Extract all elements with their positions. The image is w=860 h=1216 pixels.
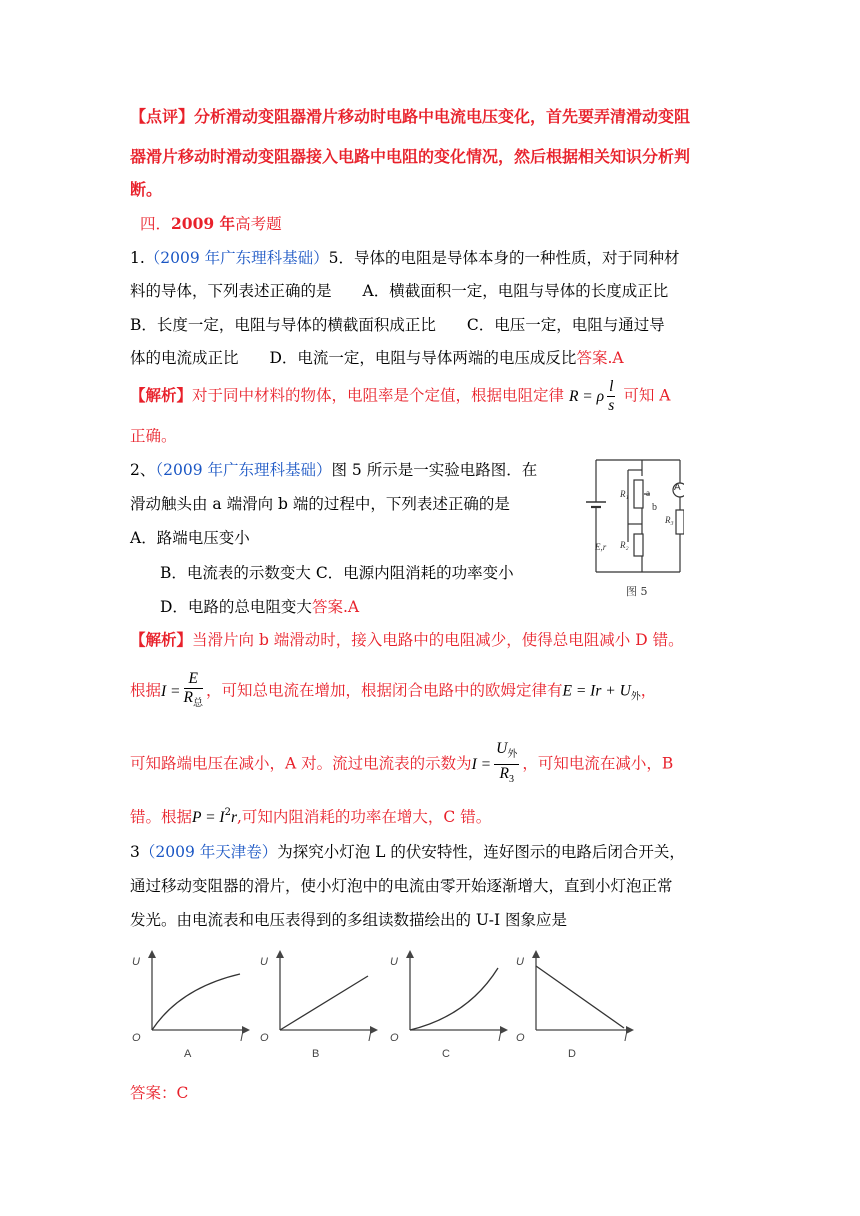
q2-answer: 答案.A (311, 598, 360, 616)
q1-source: （2009 年广东理科基础） (144, 249, 329, 267)
q2-formula-1-den (184, 689, 203, 713)
q2-a3-end: ，可知电流在减小，B (522, 754, 674, 773)
q2-a2-pre: 根据 (130, 681, 162, 700)
q2-option-bc: B．电流表的示数变大 C．电源内阻消耗的功率变小 (160, 564, 514, 582)
q3-text-1: 为探究小灯泡 L 的伏安特性，连好图示的电路后闭合开关， (277, 843, 685, 861)
q2-formula-2-sub: 外 (630, 691, 641, 703)
q2-formula-3-num (494, 740, 519, 765)
graph-origin-label: O (390, 1032, 399, 1044)
graph-curve (280, 976, 368, 1030)
graph-origin-label: O (516, 1032, 525, 1044)
q2-formula-3-den (494, 765, 519, 789)
q3-answer: 答案：C (130, 1084, 189, 1102)
q2-formula-1-frac (184, 670, 203, 713)
q3-number: 3 (130, 843, 140, 861)
circuit-b-label: b (652, 502, 657, 513)
q2-formula-4: P = I (192, 809, 225, 826)
q1-formula-lhs: R = ρ (568, 387, 605, 405)
q1-line-4 (130, 348, 624, 368)
q1-number: 1. (130, 249, 145, 267)
circuit-r2-label: R₂ (620, 540, 629, 550)
graph-u-label: U (390, 956, 398, 968)
q2-option-a: A．路端电压变小 (130, 529, 250, 547)
graph-a (130, 948, 250, 1064)
q2-formula-1-lhs: I = (161, 682, 181, 700)
graph-curve (410, 968, 498, 1030)
graph-axes (152, 952, 248, 1030)
q2-formula-1-den-sub: 总 (192, 698, 203, 709)
q2-number: 2、 (130, 461, 156, 479)
graph-axes (536, 952, 632, 1030)
q2-option-d (160, 597, 359, 617)
circuit-a-label: a (646, 488, 650, 498)
q2-analysis-label: 【解析】 (130, 630, 193, 649)
graph-i-label: I (624, 1032, 628, 1044)
q1-formula-den: s (608, 397, 615, 414)
circuit-diagram (572, 454, 684, 602)
graph-option-label: B (312, 1048, 320, 1060)
q2-a2-mid: ，可知总电流在增加，根据闭合电路中的欧姆定律有 (205, 681, 563, 700)
graph-option-label: A (184, 1048, 192, 1060)
q1-answer: 答案.A (576, 349, 624, 367)
comment-line-3: 断。 (130, 180, 163, 199)
graph-option-label: D (568, 1048, 576, 1060)
graph-c (388, 948, 508, 1064)
section-year: 2009 年 (171, 214, 236, 233)
q2-formula-3-den-sub: 3 (508, 774, 514, 785)
q2-formula-3 (471, 740, 523, 785)
graph-b (258, 948, 378, 1064)
comment-line-1: 【点评】分析滑动变阻器滑片移动时电路中电流电压变化，首先要弄清滑动变阻 (130, 107, 691, 126)
q1-analysis-line-2: 正确。 (130, 427, 177, 445)
q2-analysis-line-1 (130, 630, 684, 650)
graph-axis-arrows (276, 950, 378, 1034)
q2-analysis-text-1: 当滑片向 b 端滑动时，接入电路中的电阻减少，使得总电阻减小 D 错。 (192, 631, 684, 649)
q1-formula (568, 378, 623, 414)
circuit-source-label: E,r (595, 542, 607, 552)
circuit-r1-label: R₁ (620, 489, 629, 499)
q2-formula-3-num-sub: 外 (507, 749, 518, 760)
q1-line-1 (130, 248, 680, 268)
q2-line-1 (130, 460, 537, 480)
graph-i-label: I (240, 1032, 244, 1044)
graph-axis-arrows (148, 950, 250, 1034)
graph-u-label: U (516, 956, 524, 968)
q2-formula-3-num-u: U (496, 740, 508, 757)
q3-source: （2009 年天津卷） (139, 843, 278, 861)
q2-analysis-line-2 (130, 670, 656, 713)
graph-i-label: I (498, 1032, 502, 1044)
q2-formula-1-den-r: R (183, 689, 193, 706)
graph-d (514, 948, 634, 1064)
q1-analysis-tail: 可知 A (623, 386, 671, 405)
q3-line-3: 发光。由电流表和电压表得到的多组读数描绘出的 U-I 图象应是 (130, 911, 568, 929)
graph-u-label: U (260, 956, 268, 968)
q2-formula-2: E = Ir + U (562, 682, 631, 700)
q1-line-2: 料的导体，下列表述正确的是 A．横截面积一定，电阻与导体的长度成正比 (130, 282, 669, 300)
q2-formula-4-r: r (230, 809, 237, 826)
q2-a4-end: ,可知内阻消耗的功率在增大，C 错。 (237, 808, 492, 826)
q1-line-3: B．长度一定，电阻与导体的横截面积成正比 C．电压一定，电阻与通过导 (130, 316, 665, 334)
q2-analysis-line-4 (130, 803, 491, 828)
graph-u-label: U (132, 956, 140, 968)
q2-formula-3-lhs: I = (471, 755, 492, 773)
q3-line-1 (130, 842, 685, 862)
q2-option-d-text: D．电路的总电阻变大 (160, 598, 312, 616)
q1-formula-frac (607, 378, 615, 415)
circuit-caption: 图 5 (626, 585, 648, 598)
graph-axes (410, 952, 506, 1030)
q2-formula-3-den-r: R (499, 765, 509, 782)
graph-i-label: I (368, 1032, 372, 1044)
q1-analysis-text: 对于同中材料的物体，电阻率是个定值，根据电阻定律 (192, 386, 565, 405)
graph-origin-label: O (132, 1032, 141, 1044)
q2-analysis-line-3 (130, 740, 673, 789)
section-heading (140, 214, 282, 234)
graph-option-label: C (442, 1048, 450, 1060)
q2-a2-end: ， (640, 681, 657, 700)
q2-formula-1-num: E (184, 670, 203, 689)
graph-axis-arrows (406, 950, 508, 1034)
circuit-ammeter-label: A (674, 482, 681, 493)
graph-origin-label: O (260, 1032, 269, 1044)
graph-axis-arrows (532, 950, 634, 1034)
comment-line-2: 器滑片移动时滑动变阻器接入电路中电阻的变化情况，然后根据相关知识分析判 (130, 147, 691, 166)
section-suffix: 高考题 (235, 215, 282, 233)
q1-formula-num: l (609, 378, 614, 395)
section-prefix: 四． (140, 215, 172, 233)
graph-b-plot (268, 948, 388, 1044)
graph-c-plot (398, 948, 518, 1044)
graph-a-plot (140, 948, 260, 1044)
q2-formula-4-sup: 2 (224, 807, 231, 818)
q2-text-1: 图 5 所示是一实验电路图．在 (331, 461, 538, 479)
q2-line-2: 滑动触头由 a 端滑向 b 端的过程中，下列表述正确的是 (130, 495, 510, 513)
graph-d-plot (524, 948, 644, 1044)
q3-line-2: 通过移动变阻器的滑片，使小灯泡中的电流由零开始逐渐增大，直到小灯泡正常 (130, 877, 673, 895)
circuit-r3-label: R₃ (665, 515, 674, 525)
q2-formula-3-frac (494, 740, 519, 789)
q2-formula-1 (161, 670, 206, 709)
q1-analysis-label: 【解析】 (130, 385, 193, 405)
q1-text-1: 5．导体的电阻是导体本身的一种性质，对于同种材 (328, 249, 680, 267)
q1-text-4: 体的电流成正比 D．电流一定，电阻与导体两端的电压成反比 (130, 349, 577, 367)
q2-source: （2009 年广东理科基础） (155, 461, 332, 479)
graph-axes (280, 952, 376, 1030)
graph-curve (536, 966, 624, 1028)
graph-curve (152, 974, 240, 1030)
q1-analysis (130, 378, 670, 415)
q2-a3-pre: 可知路端电压在减小，A 对。流过电流表的示数为 (130, 754, 472, 773)
q2-a4-pre: 错。根据 (130, 808, 193, 826)
